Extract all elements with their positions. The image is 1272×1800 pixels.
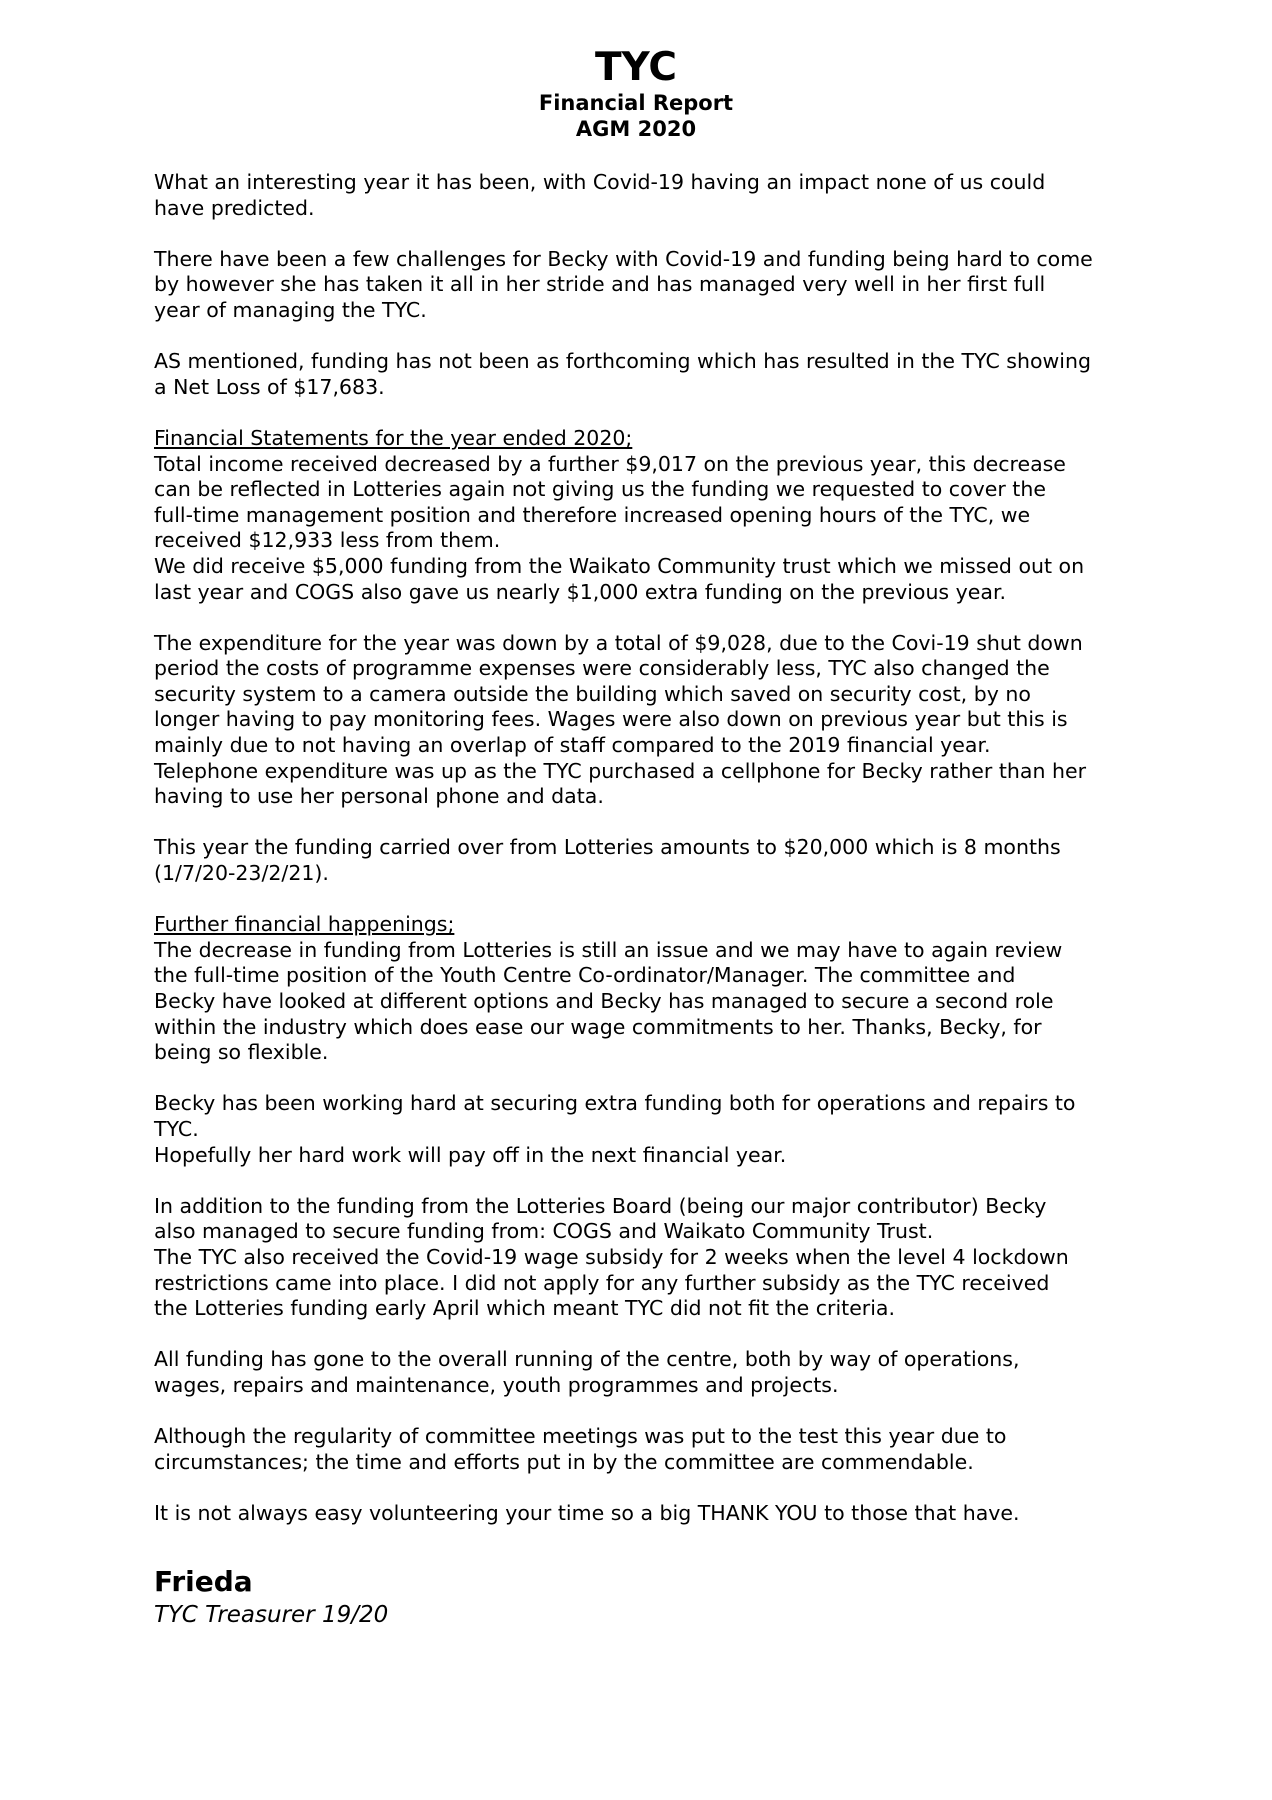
text-line: full-time management position and therefore increased opening hours of the TYC, we xyxy=(154,502,1031,527)
text-line: We did receive $5,000 funding from the Waikato Community trust which we missed out on xyxy=(154,553,1085,578)
text-line: (1/7/20-23/2/21). xyxy=(154,861,329,886)
section-heading-financial-statements: Financial Statements for the year ended 2020; xyxy=(154,425,633,450)
text-line: the Lotteries funding early April which meant TYC did not fit the criteria. xyxy=(154,1296,896,1321)
text-line: There have been a few challenges for Becky with Covid-19 and funding being hard to come xyxy=(154,246,1093,271)
text-line: wages, repairs and maintenance, youth programmes and projects. xyxy=(154,1372,839,1397)
paragraph-committee xyxy=(154,1424,1124,1475)
report-title: TYC xyxy=(594,45,678,90)
paragraph-thanks xyxy=(154,1501,1124,1527)
text-line: In addition to the funding from the Lotteries Board (being our major contributor) Becky xyxy=(154,1193,1047,1218)
text-line: last year and COGS also gave us nearly $1,000 extra funding on the previous year. xyxy=(154,579,1007,604)
signature-role: TYC Treasurer 19/20 xyxy=(154,1602,389,1628)
paragraph-financial-statements xyxy=(154,426,1124,605)
report-meeting: AGM 2020 xyxy=(575,117,697,141)
report-body xyxy=(154,170,1124,1552)
text-line: within the industry which does ease our wage commitments to her. Thanks, Becky, for xyxy=(154,1014,1042,1039)
text-line: have predicted. xyxy=(154,195,315,220)
text-line: The decrease in funding from Lotteries is still an issue and we may have to again review xyxy=(154,937,1063,962)
text-line: What an interesting year it has been, with Covid-19 having an impact none of us could xyxy=(154,170,1046,194)
text-line: The expenditure for the year was down by a total of $9,028, due to the Covi-19 shut down xyxy=(154,630,1083,655)
text-line: It is not always easy volunteering your time so a big THANK YOU to those that have. xyxy=(154,1500,1020,1525)
text-line: longer having to pay monitoring fees. Wages were also down on previous year but this is xyxy=(154,707,1068,732)
text-line: being so flexible. xyxy=(154,1040,329,1065)
paragraph-net-loss xyxy=(154,349,1124,400)
paragraph-intro xyxy=(154,170,1124,221)
text-line: by however she has taken it all in her stride and has managed very well in her first full xyxy=(154,272,1046,297)
text-line: period the costs of programme expenses were considerably less, TYC also changed the xyxy=(154,656,1050,681)
paragraph-challenges xyxy=(154,247,1124,324)
text-line: the full-time position of the Youth Centre Co-ordinator/Manager. The committee and xyxy=(154,963,1016,988)
text-line: All funding has gone to the overall running of the centre, both by way of operations, xyxy=(154,1347,1020,1372)
text-line: mainly due to not having an overlap of staff compared to the 2019 financial year. xyxy=(154,733,991,758)
text-line: security system to a camera outside the building which saved on security cost, by no xyxy=(154,681,1031,706)
text-line: received $12,933 less from them. xyxy=(154,528,501,553)
text-line: Becky have looked at different options and Becky has managed to secure a second role xyxy=(154,989,1054,1013)
text-line: Becky has been working hard at securing extra funding both for operations and repairs to xyxy=(154,1091,1076,1116)
section-heading-further-happenings: Further financial happenings; xyxy=(154,912,455,937)
text-line: restrictions came into place. I did not apply for any further subsidy as the TYC received xyxy=(154,1270,1050,1295)
text-line: having to use her personal phone and data. xyxy=(154,784,604,809)
paragraph-funding-use xyxy=(154,1347,1124,1398)
text-line: Hopefully her hard work will pay off in the next financial year. xyxy=(154,1142,787,1167)
signature-name: Frieda xyxy=(154,1565,253,1598)
signature-block xyxy=(154,1564,388,1630)
text-line: circumstances; the time and efforts put in by the committee are commendable. xyxy=(154,1449,974,1474)
paragraph-expenditure xyxy=(154,631,1124,810)
text-line: a Net Loss of $17,683. xyxy=(154,374,385,399)
text-line: can be reflected in Lotteries again not giving us the funding we requested to cover the xyxy=(154,477,1046,502)
text-line: Although the regularity of committee meetings was put to the test this year due to xyxy=(154,1424,1007,1449)
text-line: This year the funding carried over from Lotteries amounts to $20,000 which is 8 months xyxy=(154,835,1061,860)
text-line: also managed to secure funding from: COGS and Waikato Community Trust. xyxy=(154,1219,934,1244)
paragraph-funding-sources xyxy=(154,1194,1124,1322)
paragraph-further-happenings xyxy=(154,912,1124,1066)
text-line: TYC. xyxy=(154,1116,199,1141)
report-header xyxy=(0,46,1272,142)
text-line: Total income received decreased by a further $9,017 on the previous year, this decrease xyxy=(154,451,1066,476)
paragraph-carried-over xyxy=(154,835,1124,886)
text-line: year of managing the TYC. xyxy=(154,297,427,322)
paragraph-extra-funding xyxy=(154,1091,1124,1168)
text-line: AS mentioned, funding has not been as forthcoming which has resulted in the TYC showing xyxy=(154,349,1091,374)
text-line: The TYC also received the Covid-19 wage subsidy for 2 weeks when the level 4 lockdown xyxy=(154,1244,1069,1269)
text-line: Telephone expenditure was up as the TYC purchased a cellphone for Becky rather than her xyxy=(154,758,1086,783)
report-subtitle: Financial Report xyxy=(538,91,734,115)
